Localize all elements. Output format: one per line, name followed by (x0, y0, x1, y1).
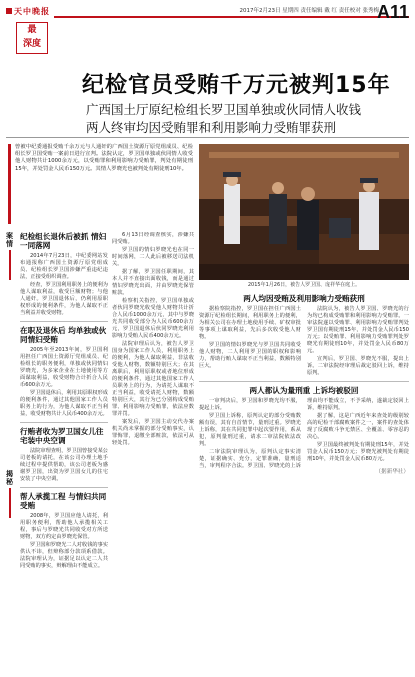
paragraph: 罗卫国和罗晓光二人对收钱的事实供认不讳，但辩称部分款项系借款。法院审理认为，证据足以认定二人共同受贿的事实，辩解理由不能成立。 (20, 542, 108, 569)
title-divider (6, 137, 409, 138)
section-title-appeal: 两人都认为量刑重 上诉均被驳回 (249, 386, 359, 395)
header-rule (54, 16, 409, 18)
paragraph: 案发后，罗卫国主动交代办案机关尚未掌握的部分受贿事实，认罪悔罪，退缴全部赃款，依法可从轻处罚。 (112, 419, 194, 446)
section-title-project: 帮人承揽工程 与情妇共同受贿 (20, 492, 107, 510)
photo-caption: 2015年1月26日，被告人罗卫国、庞祥华在庭上。 (247, 282, 361, 288)
paragraph: 罗卫国的情妇罗晓光与罗卫国共同收受他人财物，二人利用罗卫国的职权和影响力，帮助行贿人谋取不正当利益，数额特别巨大。 (199, 342, 301, 369)
section-title-arrest: 纪检组长退休后被抓 情妇一同落网 (20, 232, 107, 250)
paragraph: 2008年，罗卫国应他人请托，利用职务便利，帮助他人承揽相关工程，事后与罗晓光共同收受对方所送财物，双方约定由罗晓光保管。 (20, 513, 108, 540)
lead-text: 曾被中纪委通报受贿千余万元与人通奸的广西国土资源厅原党组成员、纪检组长罗卫国受贿一案前日进行宣判。法院认定，罗卫国单独或伙同情人收受他人财物共计1000余万元，以受贿罪和利用影响力受贿罪，判处有期徒刑15年，并处罚金人民币150万元。其情人罗晓光也被判处有期徒刑10年。 (15, 144, 193, 172)
paragraph: 罗卫国最终被判处有期徒刑15年，并处罚金人民币150万元；罗晓光被判处有期徒刑10年，并处罚金人民币80万元。 (307, 442, 409, 462)
section-divider (199, 381, 409, 382)
section-divider (20, 422, 108, 423)
paragraph: 罗卫国上诉称，原判认定的部分受贿数额有误，其有自首情节，量刑过重。罗晓光上诉称，其在共同犯罪中起次要作用，系从犯，原判量刑过重，请求二审法院依法改判。 (199, 413, 301, 447)
paragraph: 罗卫国退休后，利用其原职权形成的便利条件，通过其他国家工作人员职务上的行为，为他人谋取不正当利益，收受财物共计人民币400余万元。 (20, 390, 108, 417)
paragraph: 宣判后，罗卫国、罗晓光不服，提出上诉。二审法院经审理后裁定驳回上诉，维持原判。 (307, 356, 409, 376)
section-title-bribery: 在职及退休后 均单独或伙同情妇受贿 (20, 326, 107, 344)
subhead-2: 两人终审均因受贿罪和利用影响力受贿罪获刑 (86, 120, 337, 135)
newspaper-logo: 天中晚报 (6, 6, 50, 17)
paragraph: 2014年7月23日，中纪委网站发布通报称广西国土资源厅原党组成员、纪检组长罗卫国涉嫌严重违纪违法，正接受组织调查。 (20, 253, 108, 280)
paragraph: 经查，罗卫国利用职务上的便利为他人谋取利益，收受巨额财物；与他人通奸。罗卫国退休后，仍利用原职权形成的便利条件，为他人谋取不正当利益并收受财物。 (20, 282, 108, 316)
paragraph: 检察机关指控，罗卫国单独或者伙同罗晓光收受他人财物共计折合人民币1000余万元，其中与罗晓光共同收受部分为人民币600余万元，罗卫国退休后伙同罗晓光利用影响力受贿人民币400余万元。 (112, 298, 194, 339)
paragraph: 6月13日经调查核实，涉嫌共同受贿。 (112, 232, 194, 245)
masthead (6, 2, 409, 54)
paragraph: 罗卫国的情妇罗晓光也在同一时间落网，二人此后被移送司法机关。 (112, 247, 194, 267)
column-3 (199, 292, 409, 670)
section-divider (20, 321, 108, 322)
paragraph: 法院认为，被告人罗卫国、罗晓光的行为均已构成受贿罪和利用影响力受贿罪。一审法院遂以受贿罪、利用影响力受贿罪判处罗卫国有期徒刑15年，并处罚金人民币150万元；以受贿罪、利用影响力受贿罪判处罗晓光有期徒刑10年，并处罚金人民币80万元。 (307, 306, 409, 354)
headline: 纪检官员受贿千万元被判15年 (82, 73, 391, 98)
section-badge (16, 22, 48, 54)
column-2 (112, 232, 194, 670)
courtroom-photo (199, 144, 409, 280)
paragraph: 据了解，罗卫国任职期间，其本人并不直接出面收钱，而是通过情妇罗晓光出面，并由罗晓光保管赃款。 (112, 269, 194, 296)
section-badge-bottom: 深度 (22, 39, 41, 49)
section-divider (20, 487, 108, 488)
paragraph: 一审判决后，罗卫国和罗晓光均不服，提起上诉。 (199, 398, 301, 411)
paragraph: 据了解，这是广西近年来查处的级别较高的纪检干部腐败案件之一，案件的查处体现了反腐败斗争无禁区、全覆盖、零容忍的决心。 (307, 413, 409, 440)
paragraph: 法院审理查明，罗卫国曾接受某公司老板的请托，在该公司办理土地手续过程中提供帮助，该公司老板为感谢罗卫国，出资为罗卫国女儿的住宅安装了中央空调。 (20, 448, 108, 482)
section-title-aircon: 行贿者收为罗卫国女儿往宅装中央空调 (20, 427, 104, 445)
column-1 (20, 230, 108, 670)
subhead-1: 广西国土厅原纪检组长罗卫国单独或伙同情人收钱 (86, 102, 362, 117)
sentence-text-columns (199, 306, 409, 377)
source-credit: （据新华社） (375, 469, 409, 475)
side-label-reveal: 揭秘 (6, 470, 16, 518)
paragraph: 据检察院指控，罗卫国在担任广西国土资源厅纪检组长期间，利用职务上的便利，为相关公司在办理土地使用手续、矿权审批等事项上谋取利益，先后多次收受他人财物。 (199, 306, 301, 340)
paragraph: 2005年至2013年间，罗卫国利用担任广西国土资源厅党组成员、纪检组长的职务便利，单独或伙同情妇罗晓光，为多家企业在土地使用等方面谋取利益，收受财物合计折合人民币600余万元。 (20, 347, 108, 388)
side-label-case: 案情 (6, 232, 16, 280)
lead-summary (8, 144, 193, 224)
date-line: 2017年2月23日 星期四 责任编辑 戴 红 责任校对 张秀梅 (239, 8, 379, 14)
appeal-text-columns (199, 398, 409, 475)
paragraph: 法院审理后认为，被告人罗卫国身为国家工作人员，利用职务上的便利，为他人谋取利益，非法收受他人财物，数额特别巨大；在其离职后，利用原职权或者地位形成的便利条件，通过其他国家工作人员职务上的行为，为请托人谋取不正当利益，收受请托人财物，数额特别巨大，其行为已分别构成受贿罪、利用影响力受贿罪，依法应数罪并罚。 (112, 341, 194, 417)
section-title-sentence: 两人均因受贿及利用影响力受贿获刑 (243, 294, 365, 303)
courtroom-photo-image (199, 144, 409, 280)
paragraph: 二审法院审理认为，原判认定事实清楚，证据确实、充分，定罪准确，量刑适当，审判程序合法。罗卫国、罗晓光的上诉理由均不能成立，不予采纳，遂裁定驳回上诉，维持原判。 (199, 398, 409, 469)
page-number: A11 (376, 2, 409, 22)
section-badge-top: 最 (27, 25, 37, 35)
